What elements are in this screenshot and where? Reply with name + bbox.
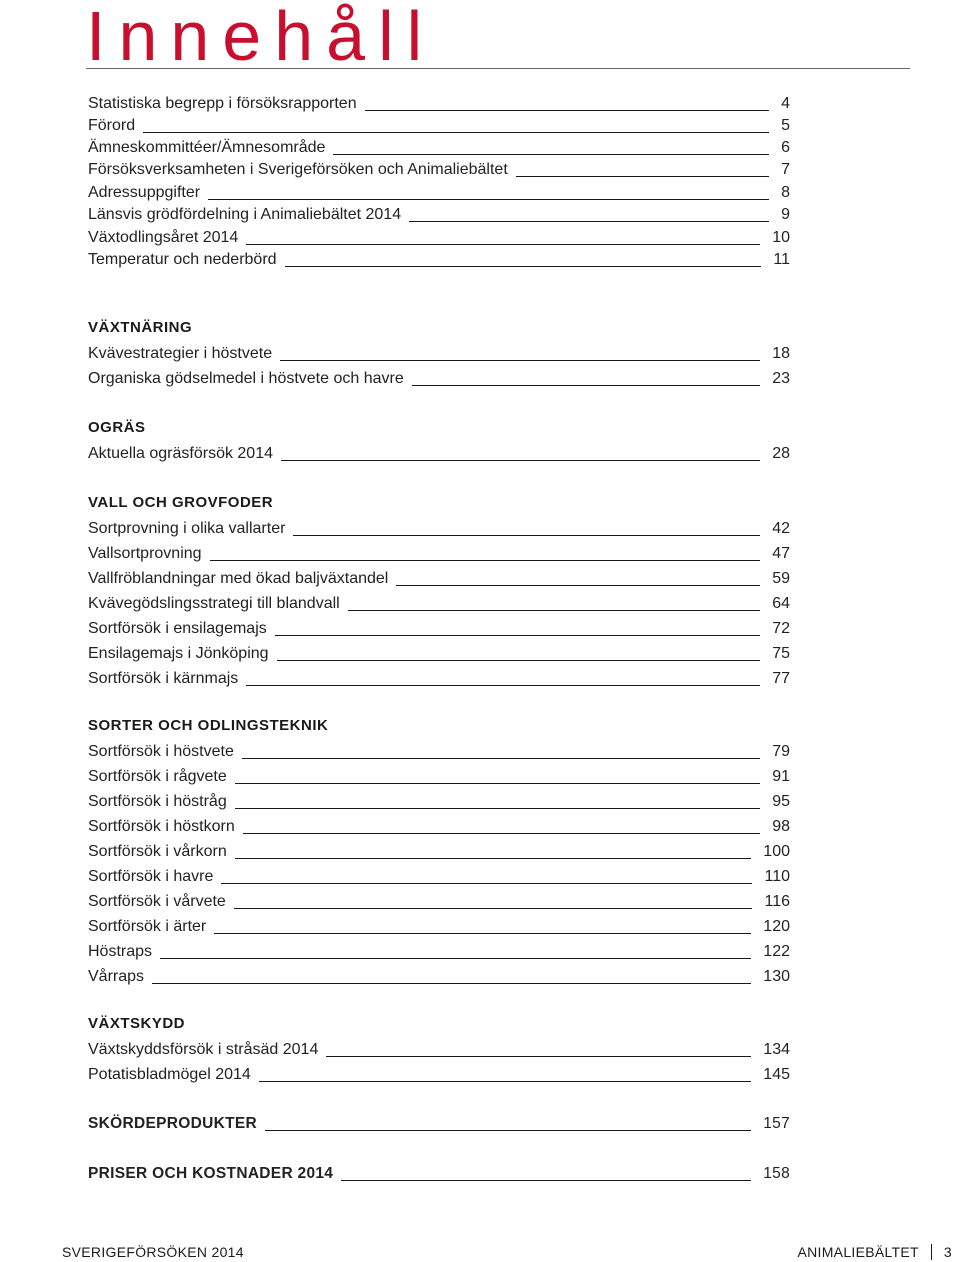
toc-entry-label: Sortförsök i rågvete xyxy=(88,768,227,785)
toc-entry-page: 98 xyxy=(772,818,790,835)
toc-entry[interactable] xyxy=(88,738,790,762)
toc-entry[interactable] xyxy=(88,888,790,912)
toc-entry-page: 4 xyxy=(781,95,790,112)
toc-leader-line xyxy=(214,933,751,934)
toc-entry-label: Kvävegödslingsstrategi till blandvall xyxy=(88,595,340,612)
toc-entry-page: 120 xyxy=(763,918,790,935)
toc-leader-line xyxy=(326,1056,751,1057)
toc-leader-line xyxy=(243,833,760,834)
toc-leader-line xyxy=(152,983,751,984)
toc-leader-line xyxy=(293,535,760,536)
toc-entry[interactable] xyxy=(88,813,790,837)
toc-leader-line xyxy=(365,110,770,111)
toc-leader-line xyxy=(221,883,752,884)
toc-entry-page: 5 xyxy=(781,117,790,134)
toc-leader-line xyxy=(516,176,769,177)
toc-entry-label: Sortförsök i havre xyxy=(88,868,214,885)
toc-entry[interactable] xyxy=(88,963,790,987)
toc-leader-line xyxy=(234,908,753,909)
toc-entry-page: 157 xyxy=(763,1115,790,1132)
toc-leader-line xyxy=(265,1130,751,1131)
toc-entry-label: Vallsortprovning xyxy=(88,545,202,562)
toc-entry-page: 18 xyxy=(772,345,790,362)
toc-entry-page: 23 xyxy=(772,370,790,387)
toc-entry-label: Potatisbladmögel 2014 xyxy=(88,1066,251,1083)
toc-leader-line xyxy=(160,958,751,959)
toc-entry[interactable] xyxy=(88,838,790,862)
toc-entry[interactable] xyxy=(88,763,790,787)
toc-entry[interactable] xyxy=(88,515,790,539)
toc-entry[interactable] xyxy=(88,201,790,225)
toc-entry[interactable] xyxy=(88,615,790,639)
toc-entry[interactable] xyxy=(88,938,790,962)
toc-entry-page: 110 xyxy=(764,868,790,885)
toc-leader-line xyxy=(235,808,760,809)
toc-entry-label: Vallfröblandningar med ökad baljväxtandel xyxy=(88,570,389,587)
toc-leader-line xyxy=(246,685,760,686)
toc-entry[interactable] xyxy=(88,565,790,589)
toc-entry[interactable] xyxy=(88,224,790,248)
toc-entry-label: Sortförsök i höstkorn xyxy=(88,818,235,835)
toc-entry-label: Sortförsök i höstvete xyxy=(88,743,234,760)
toc-entry-page: 134 xyxy=(763,1041,790,1058)
toc-entry-label: Aktuella ogräsförsök 2014 xyxy=(88,445,273,462)
toc-entry-label: Ensilagemajs i Jönköping xyxy=(88,645,269,662)
toc-leader-line xyxy=(396,585,760,586)
toc-entry-label: Statistiska begrepp i försöksrapporten xyxy=(88,95,357,112)
toc-entry-label: Växtodlingsåret 2014 xyxy=(88,229,239,246)
toc-entry-label: Sortförsök i höstråg xyxy=(88,793,227,810)
toc-leader-line xyxy=(341,1180,751,1181)
toc-leader-line xyxy=(259,1081,752,1082)
toc-entry[interactable] xyxy=(88,863,790,887)
toc-leader-line xyxy=(281,460,760,461)
toc-entry-label: PRISER OCH KOSTNADER 2014 xyxy=(88,1165,334,1182)
toc-entry[interactable] xyxy=(88,365,790,389)
toc-entry[interactable] xyxy=(88,440,790,464)
toc-entry-page: 64 xyxy=(772,595,790,612)
toc-entry-page: 95 xyxy=(772,793,790,810)
toc-entry[interactable] xyxy=(88,90,790,114)
toc-leader-line xyxy=(412,385,760,386)
toc-entry-page: 9 xyxy=(781,206,790,223)
toc-entry-label: Organiska gödselmedel i höstvete och havre xyxy=(88,370,404,387)
toc-entry-page: 100 xyxy=(763,843,790,860)
toc-leader-line xyxy=(285,266,762,267)
toc-entry-label: Temperatur och nederbörd xyxy=(88,251,277,268)
toc-entry-label: Förord xyxy=(88,117,136,134)
toc-entry-page: 72 xyxy=(772,620,790,637)
toc-entry-page: 7 xyxy=(781,161,790,178)
toc-leader-line xyxy=(348,610,761,611)
toc-entry-page: 59 xyxy=(772,570,790,587)
footer-page-number: 3 xyxy=(943,1244,952,1260)
toc-entry[interactable] xyxy=(88,134,790,158)
section-heading: SORTER OCH ODLINGSTEKNIK xyxy=(88,717,329,734)
footer-section xyxy=(797,1243,952,1261)
page-title: Innehåll xyxy=(86,0,436,75)
toc-entry[interactable] xyxy=(88,246,790,270)
toc-leader-line xyxy=(277,660,761,661)
section-heading: VÄXTSKYDD xyxy=(88,1015,186,1032)
toc-entry-label: Ämneskommittéer/Ämnesområde xyxy=(88,139,326,156)
toc-entry-label: Sortförsök i vårvete xyxy=(88,893,226,910)
toc-entry-page: 11 xyxy=(773,251,790,268)
toc-leader-line xyxy=(235,783,760,784)
toc-entry[interactable] xyxy=(88,640,790,664)
section-heading: OGRÄS xyxy=(88,419,146,436)
footer-publication: SVERIGEFÖRSÖKEN 2014 xyxy=(62,1244,244,1260)
toc-entry-page: 10 xyxy=(772,229,790,246)
toc-entry-label: SKÖRDEPRODUKTER xyxy=(88,1115,257,1132)
toc-leader-line xyxy=(280,360,760,361)
toc-entry[interactable] xyxy=(88,913,790,937)
toc-entry-label: Höstraps xyxy=(88,943,153,960)
toc-entry-page: 8 xyxy=(781,184,790,201)
toc-leader-line xyxy=(333,154,769,155)
toc-entry-label: Vårraps xyxy=(88,968,145,985)
toc-entry-page: 116 xyxy=(764,893,790,910)
toc-entry-label: Sortförsök i vårkorn xyxy=(88,843,227,860)
toc-entry-label: Växtskyddsförsök i stråsäd 2014 xyxy=(88,1041,319,1058)
table-of-contents xyxy=(88,0,790,1262)
toc-entry-page: 145 xyxy=(763,1066,790,1083)
toc-entry[interactable] xyxy=(88,179,790,203)
toc-leader-line xyxy=(409,221,769,222)
footer-separator xyxy=(931,1244,932,1260)
toc-entry-label: Sortprovning i olika vallarter xyxy=(88,520,286,537)
toc-entry-label: Sortförsök i ensilagemajs xyxy=(88,620,267,637)
toc-entry-page: 130 xyxy=(763,968,790,985)
toc-entry-label: Länsvis grödfördelning i Animaliebältet 2014 xyxy=(88,206,402,223)
toc-entry-label: Försöksverksamheten i Sverigeförsöken och Animaliebältet xyxy=(88,161,508,178)
toc-entry-page: 47 xyxy=(772,545,790,562)
footer-section-label: ANIMALIEBÄLTET xyxy=(797,1244,919,1260)
toc-entry[interactable] xyxy=(88,1036,790,1060)
toc-entry[interactable] xyxy=(88,540,790,564)
toc-entry[interactable] xyxy=(88,340,790,364)
toc-entry-page: 6 xyxy=(781,139,790,156)
toc-entry[interactable] xyxy=(88,590,790,614)
toc-entry-page: 75 xyxy=(772,645,790,662)
toc-leader-line xyxy=(246,244,760,245)
section-heading: VÄXTNÄRING xyxy=(88,319,193,336)
toc-leader-line xyxy=(143,132,769,133)
toc-leader-line xyxy=(235,858,752,859)
toc-entry-label: Sortförsök i ärter xyxy=(88,918,207,935)
toc-entry-page: 158 xyxy=(763,1165,790,1182)
toc-entry[interactable] xyxy=(88,665,790,689)
toc-entry-label: Sortförsök i kärnmajs xyxy=(88,670,239,687)
toc-leader-line xyxy=(242,758,760,759)
toc-leader-line xyxy=(275,635,760,636)
toc-entry[interactable] xyxy=(88,112,790,136)
toc-leader-line xyxy=(208,199,769,200)
toc-entry[interactable] xyxy=(88,788,790,812)
toc-entry-page: 28 xyxy=(772,445,790,462)
toc-entry[interactable] xyxy=(88,156,790,180)
toc-entry-page: 79 xyxy=(772,743,790,760)
toc-entry-page: 77 xyxy=(772,670,790,687)
toc-entry[interactable] xyxy=(88,1061,790,1085)
toc-entry-label: Kvävestrategier i höstvete xyxy=(88,345,273,362)
toc-entry-page: 42 xyxy=(772,520,790,537)
toc-headline-entry[interactable] xyxy=(88,1110,790,1134)
section-heading: VALL OCH GROVFODER xyxy=(88,494,274,511)
toc-headline-entry[interactable] xyxy=(88,1160,790,1184)
toc-leader-line xyxy=(210,560,761,561)
toc-entry-page: 122 xyxy=(763,943,790,960)
toc-entry-page: 91 xyxy=(772,768,790,785)
toc-entry-label: Adressuppgifter xyxy=(88,184,201,201)
